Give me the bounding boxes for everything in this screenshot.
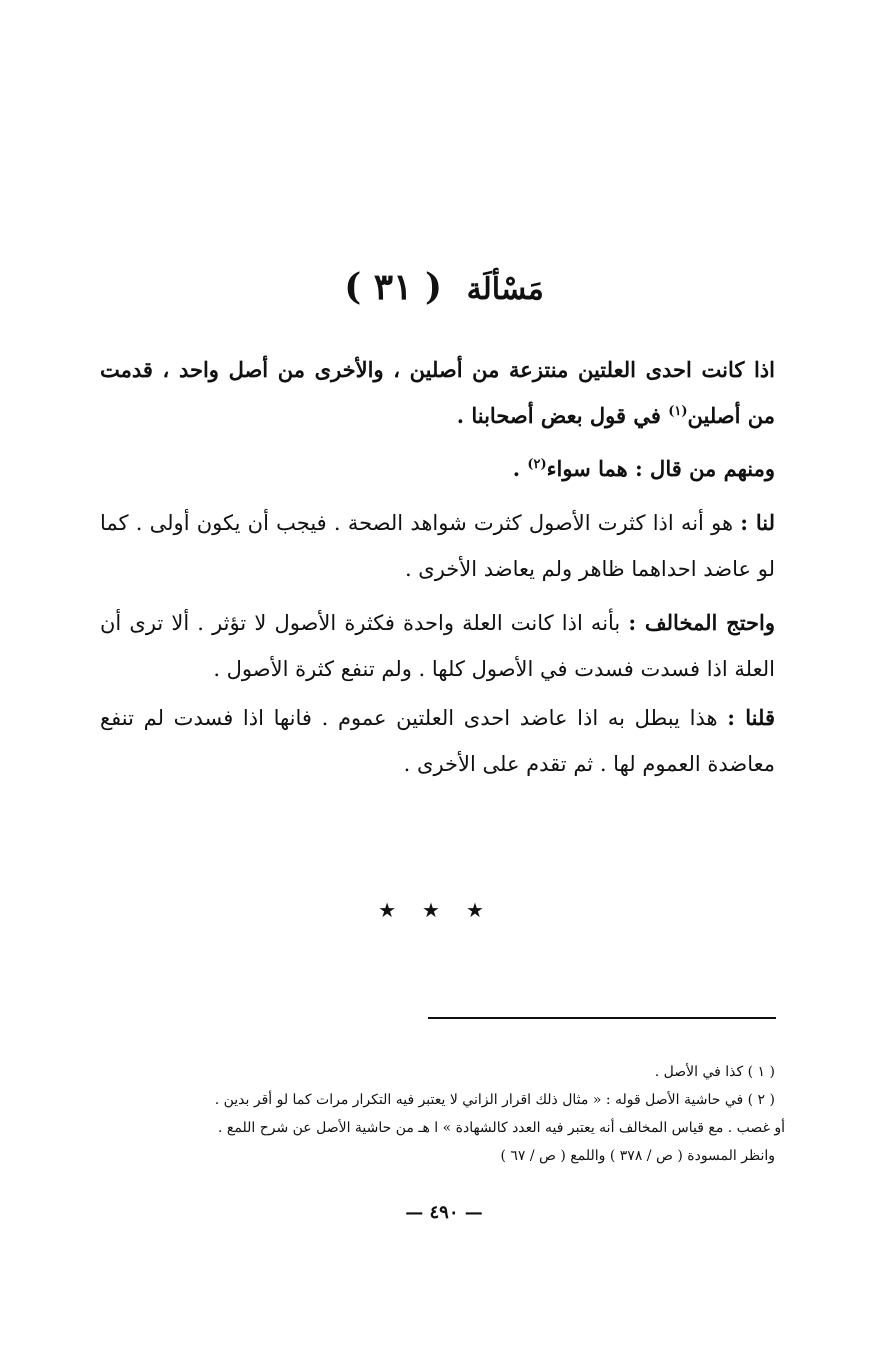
paragraph-2	[100, 446, 775, 492]
title-number: ( ٣١ )	[344, 266, 443, 308]
footnote-ref-2: (٢)	[527, 457, 547, 472]
footnotes	[95, 1058, 785, 1170]
paragraph-3-text: هو أنه اذا كثرت الأصول كثرت شواهد الصحة . فيجب أن يكون أولى . كما لو عاضد احداهما ظاهر ولم يعاضد الأخرى .	[100, 511, 775, 581]
paragraph-1-text: اذا كانت احدى العلتين منتزعة من أصلين ، والأخرى من أصل واحد ، قدمت من أصلين	[100, 357, 775, 428]
footnote-2-continued: أو غصب . مع قياس المخالف أنه يعتبر فيه العدد كالشهادة » ا هـ من حاشية الأصل عن شرح اللمع .	[218, 1120, 785, 1136]
paragraph-3	[100, 500, 775, 592]
star-icon: ★	[422, 898, 466, 922]
paragraph-5	[100, 695, 775, 787]
paragraph-4-text: بأنه اذا كانت العلة واحدة فكثرة الأصول لا تؤثر . ألا ترى أن العلة اذا فسدت فسدت في الأصول كلها . ولم تنفع كثرة الأصول .	[100, 611, 775, 681]
star-icon: ★	[465, 898, 510, 922]
star-icon: ★	[378, 898, 423, 922]
paragraph-4-lead: واحتج المخالف :	[628, 610, 775, 635]
footnote-2: ( ٢ ) في حاشية الأصل قوله : « مثال ذلك اقرار الزاني لا يعتبر فيه التكرار مرات كما لو أقر بدين .	[214, 1092, 775, 1108]
section-separator	[0, 898, 888, 922]
footnote-1: ( ١ ) كذا في الأصل .	[654, 1064, 775, 1080]
footnote-2-reference: وانظر المسودة ( ص / ٣٧٨ ) واللمع ( ص / ٦٧ )	[500, 1148, 775, 1164]
paragraph-4	[100, 600, 775, 692]
paragraph-2-text: ومنهم من قال : هما سواء	[546, 456, 775, 481]
footnote-divider	[428, 1017, 776, 1019]
paragraph-5-lead: قلنا :	[727, 705, 775, 730]
title-word: مَسْألَة	[466, 272, 544, 307]
page-number: — ٤٩٠ —	[405, 1202, 483, 1223]
page-title	[0, 262, 888, 315]
paragraph-1	[100, 347, 775, 439]
paragraph-3-lead: لنا :	[740, 510, 775, 535]
paragraph-5-text: هذا يبطل به اذا عاضد احدى العلتين عموم . فانها اذا فسدت لم تنفع معاضدة العموم لها . ثم تقدم على الأخرى .	[100, 706, 775, 776]
footnote-ref-1: (١)	[668, 404, 688, 419]
paragraph-1-end: في قول بعض أصحابنا .	[456, 403, 669, 428]
paragraph-2-end: .	[512, 456, 528, 481]
